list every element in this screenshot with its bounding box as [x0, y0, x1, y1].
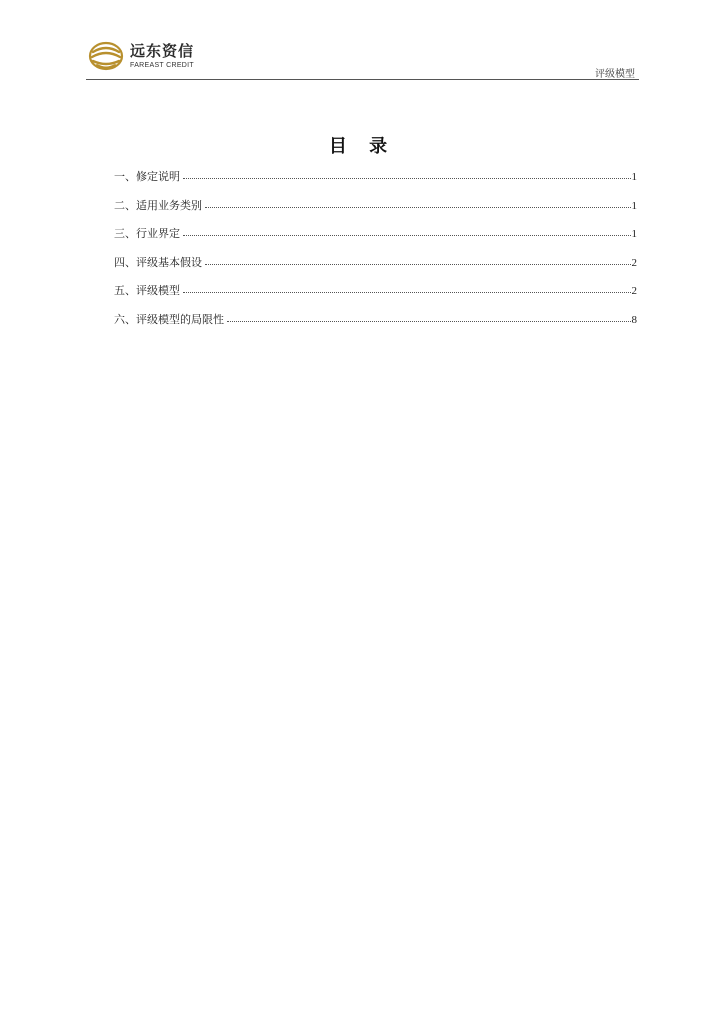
logo-chinese-name: 远东资信 [130, 42, 195, 60]
toc-entry-3[interactable] [114, 227, 637, 256]
toc-entry-label: 四、评级基本假设 [114, 255, 202, 269]
header-divider [86, 79, 639, 80]
toc-title: 目 录 [328, 136, 396, 157]
toc-entry-label: 一、修定说明 [114, 170, 180, 183]
toc-entry-page: 2 [631, 256, 637, 269]
toc-dot-leader [183, 226, 631, 236]
toc-entry-5[interactable] [114, 284, 637, 313]
toc-entry-label: 二、适用业务类别 [114, 198, 202, 212]
toc-entry-page: 8 [631, 313, 637, 326]
toc-entry-2[interactable] [114, 199, 637, 228]
toc-entry-1[interactable] [114, 170, 637, 199]
toc-entry-page: 1 [631, 171, 637, 183]
toc-entry-page: 1 [631, 228, 637, 240]
fareast-logo-icon [88, 40, 124, 72]
toc-dot-leader [205, 198, 631, 208]
toc-entry-page: 1 [631, 199, 637, 212]
toc-entry-label: 六、评级模型的局限性 [114, 312, 224, 326]
header-document-type: 评级模型 [595, 69, 635, 80]
toc-entry-label: 三、行业界定 [114, 227, 180, 240]
table-of-contents [114, 170, 637, 341]
page-header [86, 38, 639, 80]
toc-entry-6[interactable] [114, 313, 637, 342]
toc-dot-leader [183, 169, 631, 179]
toc-entry-label: 五、评级模型 [114, 284, 180, 297]
toc-dot-leader [205, 255, 631, 265]
toc-dot-leader [183, 283, 631, 293]
company-logo [86, 38, 236, 76]
toc-dot-leader [227, 312, 631, 322]
toc-entry-4[interactable] [114, 256, 637, 285]
logo-english-name: FAREAST CREDIT [130, 62, 194, 69]
toc-entry-page: 2 [631, 285, 637, 297]
